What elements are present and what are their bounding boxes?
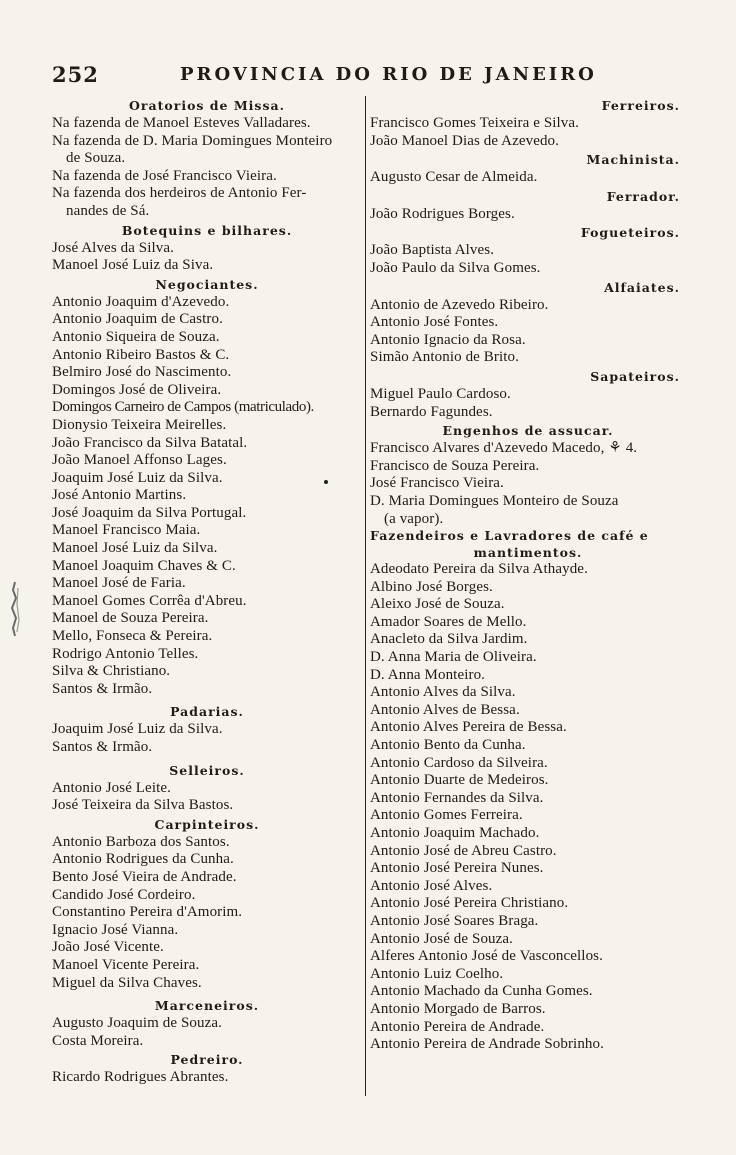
list-item: Bento José Vieira de Andrade. — [52, 868, 237, 885]
list-item: João Francisco da Silva Batatal. — [52, 434, 248, 451]
section-padarias — [52, 702, 362, 756]
list-item: D. Anna Maria de Oliveira. — [370, 649, 537, 666]
section-pedreiro — [52, 1050, 362, 1087]
section-fogueteiros — [370, 223, 686, 277]
list-item: Antonio Joaquim Machado. — [370, 825, 540, 841]
section-oratorios — [52, 96, 362, 221]
section-alfaiates — [370, 278, 686, 367]
section-heading: Engenhos de assucar. — [442, 423, 614, 439]
list-item: Santos & Irmão. — [52, 739, 153, 755]
list-item: Antonio Machado da Cunha Gomes. — [370, 983, 593, 1000]
list-item: João Paulo da Silva Gomes. — [370, 259, 541, 276]
list-item: Manoel José de Faria. — [52, 575, 186, 592]
list-item: Antonio de Azevedo Ribeiro. — [370, 296, 549, 313]
list-item: Antonio Cardoso da Silveira. — [370, 754, 548, 771]
list-item: Antonio Ribeiro Bastos & C. — [52, 346, 230, 363]
section-marceneiros — [52, 996, 362, 1050]
list-item: Antonio José Leite. — [52, 779, 171, 796]
list-item: Mello, Fonseca & Pereira. — [52, 628, 213, 645]
list-item: Manoel Francisco Maia. — [52, 522, 201, 539]
list-item: Antonio Fernandes da Silva. — [370, 789, 544, 806]
list-item: Candido José Cordeiro. — [52, 886, 196, 903]
list-item: Rodrigo Antonio Telles. — [52, 645, 199, 662]
list-item: Na fazenda dos herdeiros de Antonio Fer- — [52, 185, 307, 202]
section-heading: Sapateiros. — [590, 368, 680, 384]
list-item: nandes de Sá. — [66, 202, 150, 219]
list-item: Antonio José Alves. — [370, 877, 493, 894]
list-item: Ignacio José Vianna. — [52, 921, 179, 938]
list-item: Santos & Irmão. — [52, 680, 153, 697]
list-item: Antonio Joaquim de Castro. — [52, 311, 223, 328]
list-item: Antonio Pereira de Andrade. — [370, 1018, 545, 1035]
list-item: Domingos Carneiro de Campos (matriculado). — [52, 399, 314, 416]
list-item: Antonio Duarte de Medeiros. — [370, 772, 549, 789]
list-item: Joaquim José Luiz da Silva. — [52, 721, 223, 738]
list-item: Joaquim José Luiz da Silva. — [52, 469, 223, 486]
list-item: Amador Soares de Mello. — [370, 613, 527, 630]
section-carpinteiros — [52, 815, 362, 992]
list-item: Manoel José Luiz da Silva. — [52, 540, 218, 557]
section-heading: Carpinteiros. — [154, 816, 260, 832]
list-item: Dionysio Teixeira Meirelles. — [52, 416, 227, 433]
list-item: João Manoel Dias de Azevedo. — [370, 132, 559, 149]
section-heading: Marceneiros. — [154, 998, 260, 1014]
list-item: (a vapor). — [384, 510, 444, 527]
list-item: Antonio Pereira de Andrade Sobrinho. — [370, 1036, 604, 1053]
list-item: de Souza. — [66, 150, 126, 167]
list-item: Constantino Pereira d'Amorim. — [52, 904, 243, 921]
list-item: João Rodrigues Borges. — [370, 205, 515, 222]
list-item: Antonio Morgado de Barros. — [370, 1000, 546, 1017]
section-heading: Padarias. — [170, 704, 244, 720]
section-botequins — [52, 221, 362, 275]
list-item: Antonio Alves Pereira de Bessa. — [370, 719, 567, 736]
section-heading: Negociantes. — [155, 276, 259, 292]
list-item: José Francisco Vieira. — [370, 475, 504, 492]
list-item: José Antonio Martins. — [52, 487, 187, 504]
list-item: Francisco Alvares d'Azevedo Macedo, ⚘ 4. — [370, 440, 638, 457]
list-item: Antonio Alves da Silva. — [370, 684, 516, 701]
list-item: José Alves da Silva. — [52, 239, 174, 256]
list-item: Antonio Joaquim d'Azevedo. — [52, 293, 230, 310]
list-item: Manoel de Souza Pereira. — [52, 610, 209, 627]
list-item: Simão Antonio de Brito. — [370, 349, 519, 366]
list-item: Antonio Rodrigues da Cunha. — [52, 851, 234, 868]
list-item: José Teixeira da Silva Bastos. — [52, 797, 234, 814]
section-heading: Oratorios de Missa. — [129, 98, 285, 113]
list-item: Na fazenda de José Francisco Vieira. — [52, 167, 277, 184]
list-item: D. Anna Monteiro. — [370, 666, 486, 683]
list-item: Domingos José de Oliveira. — [52, 381, 222, 398]
page-number: 252 — [52, 62, 99, 87]
list-item: Antonio Alves de Bessa. — [370, 701, 520, 718]
list-item: Anacleto da Silva Jardim. — [370, 631, 528, 648]
list-item: Miguel Paulo Cardoso. — [370, 385, 511, 402]
list-item: Manoel Gomes Corrêa d'Abreu. — [52, 592, 247, 609]
list-item: Ricardo Rodrigues Abrantes. — [52, 1069, 229, 1086]
section-heading: Botequins e bilhares. — [121, 222, 293, 238]
right-column — [370, 96, 686, 1054]
list-item: Francisco Gomes Teixeira e Silva. — [370, 115, 580, 131]
section-selleiros — [52, 761, 362, 815]
list-item: Antonio Bento da Cunha. — [370, 737, 526, 754]
section-heading-cont: mantimentos. — [473, 545, 583, 561]
left-column — [52, 96, 362, 1087]
list-item: Na fazenda de Manoel Esteves Valladares. — [52, 115, 311, 131]
list-item: D. Maria Domingues Monteiro de Souza — [370, 492, 619, 509]
section-ferreiros — [370, 96, 686, 150]
list-item: João Manoel Affonso Lages. — [52, 452, 227, 469]
list-item: Manoel José Luiz da Siva. — [52, 257, 214, 274]
section-heading: Fogueteiros. — [580, 225, 680, 241]
list-item: Belmiro José do Nascimento. — [52, 364, 232, 381]
section-negociantes — [52, 275, 362, 699]
page-header — [52, 62, 692, 88]
list-item: Adeodato Pereira da Silva Athayde. — [370, 561, 588, 578]
section-heading: Ferreiros. — [601, 98, 680, 113]
section-machinista — [370, 150, 686, 187]
list-item: Antonio José Pereira Christiano. — [370, 895, 569, 912]
list-item: Antonio Luiz Coelho. — [370, 965, 504, 982]
list-item: Antonio José Fontes. — [370, 314, 499, 331]
list-item: Francisco de Souza Pereira. — [370, 457, 540, 474]
column-divider — [365, 96, 366, 1096]
section-heading: Ferrador. — [606, 188, 680, 204]
list-item: João Baptista Alves. — [370, 242, 495, 259]
margin-stain — [8, 580, 22, 638]
list-item: Antonio Barboza dos Santos. — [52, 833, 230, 850]
list-item: Costa Moreira. — [52, 1032, 144, 1049]
list-item: Augusto Joaquim de Souza. — [52, 1015, 222, 1032]
section-heading: Pedreiro. — [170, 1052, 244, 1068]
section-engenhos — [370, 421, 686, 528]
section-heading: Fazendeiros e Lavradores de café e — [370, 528, 649, 544]
list-item: José Joaquim da Silva Portugal. — [52, 504, 247, 521]
section-heading: Alfaiates. — [604, 279, 680, 295]
list-item: Manoel Vicente Pereira. — [52, 956, 200, 973]
list-item: Manoel Joaquim Chaves & C. — [52, 557, 236, 574]
section-heading: Machinista. — [586, 152, 680, 168]
list-item: Alferes Antonio José de Vasconcellos. — [370, 948, 603, 965]
list-item: Albino José Borges. — [370, 578, 493, 595]
list-item: Antonio Ignacio da Rosa. — [370, 331, 526, 348]
section-heading: Selleiros. — [169, 762, 245, 778]
list-item: Antonio José de Souza. — [370, 930, 514, 947]
section-sapateiros — [370, 367, 686, 421]
list-item: Antonio Siqueira de Souza. — [52, 328, 220, 345]
list-item: Bernardo Fagundes. — [370, 403, 493, 420]
list-item: Miguel da Silva Chaves. — [52, 974, 202, 991]
list-item: Antonio Gomes Ferreira. — [370, 807, 523, 824]
section-fazendeiros — [370, 528, 686, 1054]
running-title: PROVINCIA DO RIO DE JANEIRO — [180, 64, 597, 85]
list-item: Silva & Christiano. — [52, 663, 171, 680]
list-item: Antonio José Soares Braga. — [370, 912, 539, 929]
list-item: Antonio José Pereira Nunes. — [370, 860, 544, 877]
list-item: João José Vicente. — [52, 939, 164, 956]
list-item: Na fazenda de D. Maria Domingues Monteiro — [52, 132, 333, 149]
list-item: Antonio José de Abreu Castro. — [370, 842, 557, 859]
list-item: Aleixo José de Souza. — [370, 596, 505, 613]
section-ferrador — [370, 187, 686, 224]
list-item: Augusto Cesar de Almeida. — [370, 169, 538, 186]
